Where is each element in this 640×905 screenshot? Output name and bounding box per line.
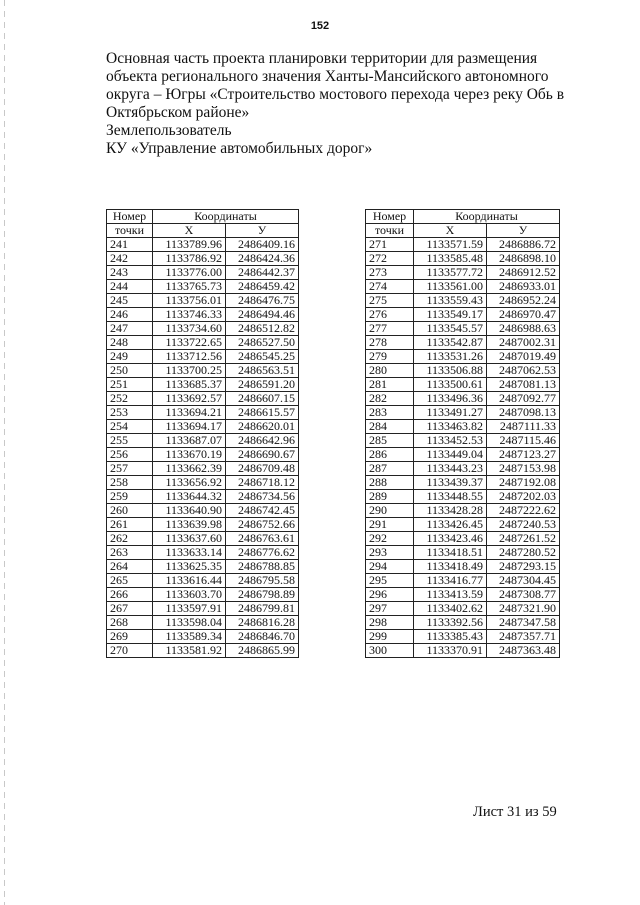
table-row <box>107 238 299 252</box>
table-row <box>107 406 299 420</box>
y-coordinate-cell: 2487357.71 <box>487 630 560 644</box>
point-number-cell: 299 <box>366 630 414 644</box>
table-row <box>366 476 560 490</box>
table-row <box>107 560 299 574</box>
point-number-cell: 242 <box>107 252 153 266</box>
point-number-cell: 273 <box>366 266 414 280</box>
point-number-cell: 267 <box>107 602 153 616</box>
table-row <box>366 518 560 532</box>
y-coordinate-cell: 2487002.31 <box>487 336 560 350</box>
table-row <box>366 252 560 266</box>
table-row <box>366 630 560 644</box>
point-number-cell: 290 <box>366 504 414 518</box>
y-coordinate-cell: 2487347.58 <box>487 616 560 630</box>
point-number-cell: 291 <box>366 518 414 532</box>
point-number-cell: 279 <box>366 350 414 364</box>
y-coordinate-cell: 2487111.33 <box>487 420 560 434</box>
point-number-cell: 262 <box>107 532 153 546</box>
y-coordinate-cell: 2486563.51 <box>226 364 299 378</box>
y-coordinate-cell: 2486816.28 <box>226 616 299 630</box>
table-row <box>107 378 299 392</box>
table-row <box>366 280 560 294</box>
y-coordinate-cell: 2487081.13 <box>487 378 560 392</box>
sheet-counter: Лист 31 из 59 <box>473 804 557 820</box>
title-line-1: Основная часть проекта планировки территории для размещения <box>106 50 538 67</box>
table-row <box>107 532 299 546</box>
x-coordinate-cell: 1133640.90 <box>153 504 226 518</box>
table-row <box>366 574 560 588</box>
point-number-cell: 241 <box>107 238 153 252</box>
table-row <box>366 322 560 336</box>
point-number-cell: 247 <box>107 322 153 336</box>
x-coordinate-cell: 1133500.61 <box>414 378 487 392</box>
x-coordinate-cell: 1133637.60 <box>153 532 226 546</box>
table-row <box>107 616 299 630</box>
table-row <box>107 574 299 588</box>
x-coordinate-cell: 1133734.60 <box>153 322 226 336</box>
table-row <box>107 602 299 616</box>
y-coordinate-cell: 2486912.52 <box>487 266 560 280</box>
table-row <box>366 546 560 560</box>
y-coordinate-cell: 2486763.61 <box>226 532 299 546</box>
y-coordinate-cell: 2486952.24 <box>487 294 560 308</box>
point-number-cell: 294 <box>366 560 414 574</box>
coordinates-rows-right <box>366 238 560 658</box>
table-row <box>107 504 299 518</box>
x-coordinate-cell: 1133426.45 <box>414 518 487 532</box>
y-coordinate-cell: 2487062.53 <box>487 364 560 378</box>
x-coordinate-cell: 1133786.92 <box>153 252 226 266</box>
y-coordinate-cell: 2486799.81 <box>226 602 299 616</box>
point-number-cell: 284 <box>366 420 414 434</box>
point-number-header-2: точки <box>366 224 414 238</box>
x-coordinate-cell: 1133452.53 <box>414 434 487 448</box>
table-row <box>366 238 560 252</box>
x-coordinate-cell: 1133685.37 <box>153 378 226 392</box>
x-coordinate-cell: 1133413.59 <box>414 588 487 602</box>
table-row <box>366 560 560 574</box>
y-coordinate-cell: 2487321.90 <box>487 602 560 616</box>
point-number-cell: 274 <box>366 280 414 294</box>
x-coordinate-cell: 1133496.36 <box>414 392 487 406</box>
x-coordinate-cell: 1133776.00 <box>153 266 226 280</box>
x-coordinate-cell: 1133598.04 <box>153 616 226 630</box>
table-row <box>107 252 299 266</box>
y-coordinate-cell: 2486734.56 <box>226 490 299 504</box>
x-coordinate-cell: 1133662.39 <box>153 462 226 476</box>
point-number-cell: 275 <box>366 294 414 308</box>
y-coordinate-cell: 2487092.77 <box>487 392 560 406</box>
y-header: У <box>487 224 560 238</box>
y-header: У <box>226 224 299 238</box>
table-row <box>366 378 560 392</box>
point-number-header-2: точки <box>107 224 153 238</box>
table-row <box>366 350 560 364</box>
table-row <box>366 406 560 420</box>
land-user-name: КУ «Управление автомобильных дорог» <box>106 140 373 157</box>
x-coordinate-cell: 1133443.23 <box>414 462 487 476</box>
point-number-cell: 293 <box>366 546 414 560</box>
table-row <box>107 266 299 280</box>
x-header: X <box>414 224 487 238</box>
y-coordinate-cell: 2486620.01 <box>226 420 299 434</box>
point-number-cell: 258 <box>107 476 153 490</box>
table-row <box>107 448 299 462</box>
x-coordinate-cell: 1133545.57 <box>414 322 487 336</box>
table-row <box>107 364 299 378</box>
y-coordinate-cell: 2487222.62 <box>487 504 560 518</box>
table-row <box>107 546 299 560</box>
land-user-label: Землепользователь <box>106 122 232 139</box>
x-coordinate-cell: 1133700.25 <box>153 364 226 378</box>
x-coordinate-cell: 1133577.72 <box>414 266 487 280</box>
title-line-2: объекта регионального значения Ханты-Мансийского автономного <box>106 68 549 85</box>
table-row <box>107 588 299 602</box>
y-coordinate-cell: 2486409.16 <box>226 238 299 252</box>
coordinates-rows-left <box>107 238 299 658</box>
x-coordinate-cell: 1133449.04 <box>414 448 487 462</box>
x-coordinate-cell: 1133439.37 <box>414 476 487 490</box>
y-coordinate-cell: 2486459.42 <box>226 280 299 294</box>
y-coordinate-cell: 2486846.70 <box>226 630 299 644</box>
x-coordinate-cell: 1133712.56 <box>153 350 226 364</box>
y-coordinate-cell: 2486970.47 <box>487 308 560 322</box>
table-row <box>366 420 560 434</box>
y-coordinate-cell: 2487019.49 <box>487 350 560 364</box>
x-coordinate-cell: 1133385.43 <box>414 630 487 644</box>
y-coordinate-cell: 2486776.62 <box>226 546 299 560</box>
table-row <box>366 336 560 350</box>
x-coordinate-cell: 1133789.96 <box>153 238 226 252</box>
point-number-cell: 271 <box>366 238 414 252</box>
x-coordinate-cell: 1133722.65 <box>153 336 226 350</box>
y-coordinate-cell: 2487192.08 <box>487 476 560 490</box>
x-coordinate-cell: 1133418.49 <box>414 560 487 574</box>
table-row <box>366 294 560 308</box>
y-coordinate-cell: 2486898.10 <box>487 252 560 266</box>
point-number-cell: 297 <box>366 602 414 616</box>
point-number-cell: 272 <box>366 252 414 266</box>
table-row <box>107 392 299 406</box>
x-header: X <box>153 224 226 238</box>
y-coordinate-cell: 2487308.77 <box>487 588 560 602</box>
x-coordinate-cell: 1133692.57 <box>153 392 226 406</box>
y-coordinate-cell: 2486795.58 <box>226 574 299 588</box>
y-coordinate-cell: 2486742.45 <box>226 504 299 518</box>
table-row <box>107 476 299 490</box>
y-coordinate-cell: 2486690.67 <box>226 448 299 462</box>
point-number-cell: 286 <box>366 448 414 462</box>
point-number-cell: 244 <box>107 280 153 294</box>
point-number-cell: 277 <box>366 322 414 336</box>
table-row <box>366 490 560 504</box>
table-row <box>366 462 560 476</box>
x-coordinate-cell: 1133506.88 <box>414 364 487 378</box>
y-coordinate-cell: 2486752.66 <box>226 518 299 532</box>
point-number-cell: 265 <box>107 574 153 588</box>
table-row <box>366 434 560 448</box>
y-coordinate-cell: 2487261.52 <box>487 532 560 546</box>
x-coordinate-cell: 1133644.32 <box>153 490 226 504</box>
y-coordinate-cell: 2486527.50 <box>226 336 299 350</box>
x-coordinate-cell: 1133656.92 <box>153 476 226 490</box>
table-row <box>107 350 299 364</box>
point-number-cell: 251 <box>107 378 153 392</box>
table-row <box>366 308 560 322</box>
point-number-cell: 259 <box>107 490 153 504</box>
point-number-cell: 254 <box>107 420 153 434</box>
x-coordinate-cell: 1133694.17 <box>153 420 226 434</box>
point-number-cell: 252 <box>107 392 153 406</box>
point-number-cell: 268 <box>107 616 153 630</box>
table-row <box>366 644 560 658</box>
table-row <box>107 490 299 504</box>
point-number-cell: 276 <box>366 308 414 322</box>
y-coordinate-cell: 2487363.48 <box>487 644 560 658</box>
coordinates-header: Координаты <box>414 210 560 224</box>
table-row <box>366 588 560 602</box>
table-row <box>107 518 299 532</box>
y-coordinate-cell: 2487153.98 <box>487 462 560 476</box>
x-coordinate-cell: 1133418.51 <box>414 546 487 560</box>
y-coordinate-cell: 2486988.63 <box>487 322 560 336</box>
page-number: 152 <box>310 20 330 32</box>
table-row <box>107 434 299 448</box>
table-row <box>107 280 299 294</box>
x-coordinate-cell: 1133694.21 <box>153 406 226 420</box>
point-number-cell: 261 <box>107 518 153 532</box>
scan-edge-artifact <box>4 0 5 905</box>
point-number-cell: 289 <box>366 490 414 504</box>
x-coordinate-cell: 1133746.33 <box>153 308 226 322</box>
y-coordinate-cell: 2486591.20 <box>226 378 299 392</box>
x-coordinate-cell: 1133639.98 <box>153 518 226 532</box>
point-number-cell: 287 <box>366 462 414 476</box>
x-coordinate-cell: 1133561.00 <box>414 280 487 294</box>
y-coordinate-cell: 2486476.75 <box>226 294 299 308</box>
point-number-cell: 253 <box>107 406 153 420</box>
y-coordinate-cell: 2487293.15 <box>487 560 560 574</box>
point-number-cell: 256 <box>107 448 153 462</box>
y-coordinate-cell: 2486545.25 <box>226 350 299 364</box>
table-row <box>107 294 299 308</box>
point-number-cell: 278 <box>366 336 414 350</box>
table-row <box>107 630 299 644</box>
document-header <box>106 50 586 158</box>
table-row <box>366 602 560 616</box>
x-coordinate-cell: 1133402.62 <box>414 602 487 616</box>
x-coordinate-cell: 1133370.91 <box>414 644 487 658</box>
x-coordinate-cell: 1133581.92 <box>153 644 226 658</box>
y-coordinate-cell: 2486788.85 <box>226 560 299 574</box>
table-row <box>107 420 299 434</box>
point-number-cell: 295 <box>366 574 414 588</box>
y-coordinate-cell: 2486718.12 <box>226 476 299 490</box>
x-coordinate-cell: 1133423.46 <box>414 532 487 546</box>
point-number-cell: 288 <box>366 476 414 490</box>
table-row <box>107 462 299 476</box>
y-coordinate-cell: 2487098.13 <box>487 406 560 420</box>
x-coordinate-cell: 1133491.27 <box>414 406 487 420</box>
x-coordinate-cell: 1133670.19 <box>153 448 226 462</box>
point-number-cell: 255 <box>107 434 153 448</box>
table-row <box>107 322 299 336</box>
table-row <box>366 364 560 378</box>
point-number-cell: 300 <box>366 644 414 658</box>
point-number-cell: 257 <box>107 462 153 476</box>
x-coordinate-cell: 1133531.26 <box>414 350 487 364</box>
y-coordinate-cell: 2486615.57 <box>226 406 299 420</box>
y-coordinate-cell: 2486886.72 <box>487 238 560 252</box>
x-coordinate-cell: 1133589.34 <box>153 630 226 644</box>
y-coordinate-cell: 2486798.89 <box>226 588 299 602</box>
y-coordinate-cell: 2486442.37 <box>226 266 299 280</box>
point-number-cell: 248 <box>107 336 153 350</box>
table-row <box>366 392 560 406</box>
point-number-cell: 283 <box>366 406 414 420</box>
y-coordinate-cell: 2486512.82 <box>226 322 299 336</box>
coordinates-header: Координаты <box>153 210 299 224</box>
point-number-cell: 260 <box>107 504 153 518</box>
y-coordinate-cell: 2487115.46 <box>487 434 560 448</box>
y-coordinate-cell: 2487280.52 <box>487 546 560 560</box>
table-row <box>366 616 560 630</box>
point-number-cell: 266 <box>107 588 153 602</box>
y-coordinate-cell: 2486933.01 <box>487 280 560 294</box>
x-coordinate-cell: 1133416.77 <box>414 574 487 588</box>
x-coordinate-cell: 1133428.28 <box>414 504 487 518</box>
x-coordinate-cell: 1133616.44 <box>153 574 226 588</box>
point-number-cell: 264 <box>107 560 153 574</box>
title-line-3: округа – Югры «Строительство мостового перехода через реку Обь в <box>106 86 565 103</box>
y-coordinate-cell: 2486709.48 <box>226 462 299 476</box>
table-row <box>366 266 560 280</box>
table-row <box>107 336 299 350</box>
y-coordinate-cell: 2486494.46 <box>226 308 299 322</box>
y-coordinate-cell: 2487123.27 <box>487 448 560 462</box>
x-coordinate-cell: 1133765.73 <box>153 280 226 294</box>
point-number-cell: 249 <box>107 350 153 364</box>
point-number-cell: 263 <box>107 546 153 560</box>
table-row <box>107 308 299 322</box>
point-number-cell: 269 <box>107 630 153 644</box>
coordinates-table-right <box>365 209 560 658</box>
x-coordinate-cell: 1133448.55 <box>414 490 487 504</box>
x-coordinate-cell: 1133571.59 <box>414 238 487 252</box>
point-number-cell: 282 <box>366 392 414 406</box>
x-coordinate-cell: 1133687.07 <box>153 434 226 448</box>
x-coordinate-cell: 1133756.01 <box>153 294 226 308</box>
point-number-cell: 270 <box>107 644 153 658</box>
x-coordinate-cell: 1133625.35 <box>153 560 226 574</box>
point-number-cell: 280 <box>366 364 414 378</box>
table-row <box>366 504 560 518</box>
point-number-cell: 281 <box>366 378 414 392</box>
coordinates-table-left <box>106 209 299 658</box>
x-coordinate-cell: 1133559.43 <box>414 294 487 308</box>
y-coordinate-cell: 2486424.36 <box>226 252 299 266</box>
table-row <box>366 532 560 546</box>
point-number-header: Номер <box>366 210 414 224</box>
table-row <box>107 644 299 658</box>
y-coordinate-cell: 2486642.96 <box>226 434 299 448</box>
y-coordinate-cell: 2487240.53 <box>487 518 560 532</box>
point-number-cell: 296 <box>366 588 414 602</box>
point-number-cell: 298 <box>366 616 414 630</box>
table-row <box>366 448 560 462</box>
x-coordinate-cell: 1133549.17 <box>414 308 487 322</box>
x-coordinate-cell: 1133585.48 <box>414 252 487 266</box>
point-number-cell: 245 <box>107 294 153 308</box>
point-number-cell: 246 <box>107 308 153 322</box>
point-number-cell: 243 <box>107 266 153 280</box>
x-coordinate-cell: 1133603.70 <box>153 588 226 602</box>
x-coordinate-cell: 1133597.91 <box>153 602 226 616</box>
point-number-cell: 285 <box>366 434 414 448</box>
point-number-cell: 292 <box>366 532 414 546</box>
y-coordinate-cell: 2486607.15 <box>226 392 299 406</box>
x-coordinate-cell: 1133542.87 <box>414 336 487 350</box>
x-coordinate-cell: 1133633.14 <box>153 546 226 560</box>
y-coordinate-cell: 2486865.99 <box>226 644 299 658</box>
x-coordinate-cell: 1133463.82 <box>414 420 487 434</box>
y-coordinate-cell: 2487304.45 <box>487 574 560 588</box>
y-coordinate-cell: 2487202.03 <box>487 490 560 504</box>
point-number-cell: 250 <box>107 364 153 378</box>
point-number-header: Номер <box>107 210 153 224</box>
x-coordinate-cell: 1133392.56 <box>414 616 487 630</box>
title-line-4: Октябрьском районе» <box>106 104 250 121</box>
